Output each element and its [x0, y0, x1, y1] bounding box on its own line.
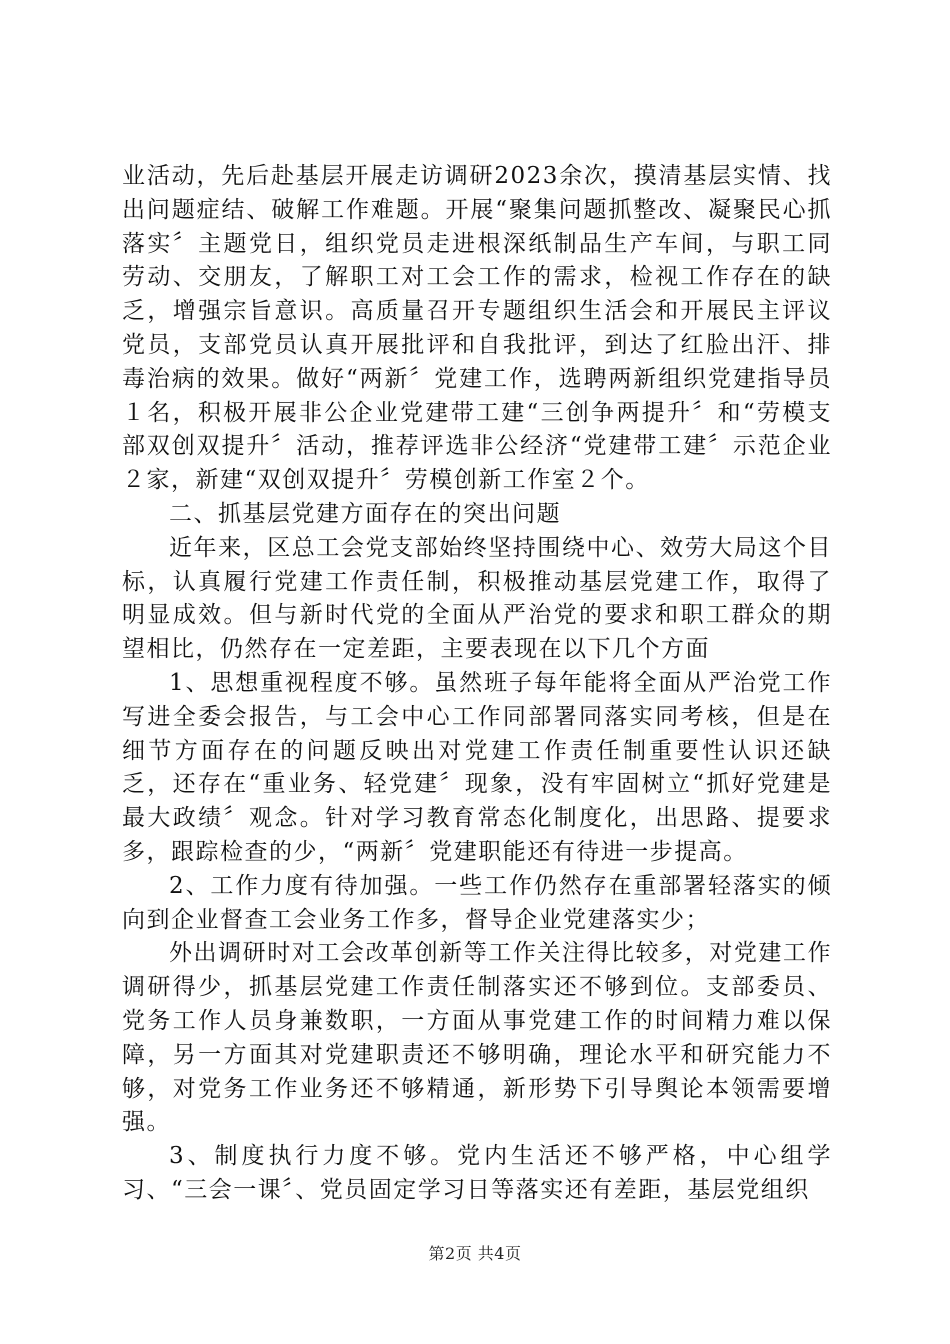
- paragraph: 业活动，先后赴基层开展走访调研2023余次，摸清基层实情、找出问题症结、破解工作难题。开展“聚集问题抓整改、凝聚民心抓落实〞主题党日，组织党员走进根深纸制品生产车间，与职工同劳动、交朋友，了解职工对工会工作的需求，检视工作存在的缺乏，增强宗旨意识。高质量召开专题组织生活会和开展民主评议党员，支部党员认真开展批评和自我批评，到达了红脸出汗、排毒治病的效果。做好“两新〞党建工作，选聘两新组织党建指导员１名，积极开展非公企业党建带工建“三创争两提升〞和“劳模支部双创双提升〞活动，推荐评选非公经济“党建带工建〞示范企业２家，新建“双创双提升〞劳模创新工作室２个。: [122, 163, 832, 494]
- paragraph: 近年来，区总工会党支部始终坚持围绕中心、效劳大局这个目标，认真履行党建工作责任制，积极推动基层党建工作，取得了明显成效。但与新时代党的全面从严治党的要求和职工群众的期望相比，仍然存在一定差距，主要表现在以下几个方面: [122, 534, 832, 663]
- page-number-footer: 第2页 共4页: [428, 1244, 522, 1263]
- section-heading: 二、抓基层党建方面存在的突出问题: [169, 500, 561, 527]
- paragraph: 外出调研时对工会改革创新等工作关注得比较多，对党建工作调研得少，抓基层党建工作责任制落实还不够到位。支部委员、党务工作人员身兼数职，一方面从事党建工作的时间精力难以保障，另一方面其对党建职责还不够明确，理论水平和研究能力不够，对党务工作业务还不够精通，新形势下引导舆论本领需要增强。: [122, 940, 832, 1136]
- document-body: [122, 160, 832, 1208]
- paragraph: 3、制度执行力度不够。党内生活还不够严格，中心组学习、“三会一课〞、党员固定学习日等落实还有差距，基层党组织: [122, 1143, 832, 1203]
- paragraph: 2、工作力度有待加强。一些工作仍然存在重部署轻落实的倾向到企业督查工会业务工作多，督导企业党建落实少；: [122, 872, 832, 933]
- paragraph: 1、思想重视程度不够。虽然班子每年能将全面从严治党工作写进全委会报告，与工会中心工作同部署同落实同考核，但是在细节方面存在的问题反映出对党建工作责任制重要性认识还缺乏，还存在“重业务、轻党建〞现象，没有牢固树立“抓好党建是最大政绩〞观念。针对学习教育常态化制度化，出思路、提要求多，跟踪检查的少，“两新〞党建职能还有待进一步提高。: [122, 669, 832, 865]
